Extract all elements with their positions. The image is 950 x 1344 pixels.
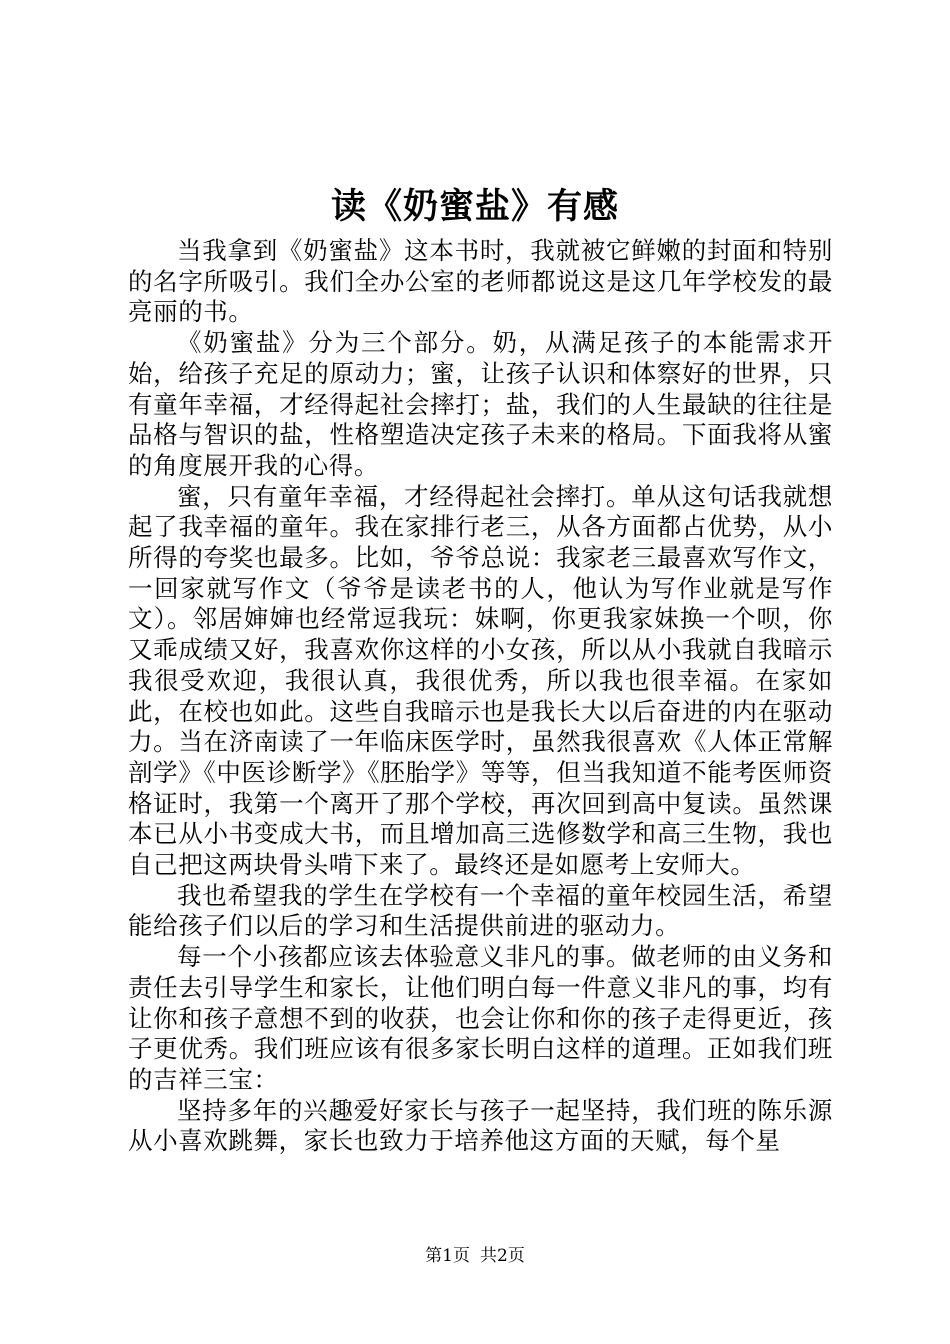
paragraph: 每一个小孩都应该去体验意义非凡的事。做老师的由义务和责任去引导学生和家长，让他们明白每一件意义非凡的事，均有让你和孩子意想不到的收获，也会让你和你的孩子走得更近，孩子更优秀。我们班应该有很多家长明白这样的道理。正如我们班的吉祥三宝： [128, 942, 833, 1094]
document-body [128, 236, 833, 1157]
page-total: 共2页 [480, 1246, 525, 1266]
page-number: 第1页 [425, 1246, 470, 1266]
page-footer [0, 1244, 950, 1268]
paragraph: 蜜，只有童年幸福，才经得起社会摔打。单从这句话我就想起了我幸福的童年。我在家排行老三，从各方面都占优势，从小所得的夸奖也最多。比如，爷爷总说：我家老三最喜欢写作文，一回家就写作文（爷爷是读老书的人，他认为写作业就是写作文）。邻居婶婶也经常逗我玩：妹啊，你更我家妹换一个呗，你又乖成绩又好，我喜欢你这样的小女孩，所以从小我就自我暗示我很受欢迎，我很认真，我很优秀，所以我也很幸福。在家如此，在校也如此。这些自我暗示也是我长大以后奋进的内在驱动力。当在济南读了一年临床医学时，虽然我很喜欢《人体正常解剖学》《中医诊断学》《胚胎学》等等，但当我知道不能考医师资格证时，我第一个离开了那个学校，再次回到高中复读。虽然课本已从小书变成大书，而且增加高三选修数学和高三生物，我也自己把这两块骨头啃下来了。最终还是如愿考上安师大。 [128, 481, 833, 880]
paragraph: 我也希望我的学生在学校有一个幸福的童年校园生活，希望能给孩子们以后的学习和生活提供前进的驱动力。 [128, 880, 833, 941]
paragraph: 坚持多年的兴趣爱好家长与孩子一起坚持，我们班的陈乐源从小喜欢跳舞，家长也致力于培养他这方面的天赋，每个星 [128, 1095, 833, 1156]
document-title: 读《奶蜜盐》有感 [330, 186, 619, 227]
paragraph: 当我拿到《奶蜜盐》这本书时，我就被它鲜嫩的封面和特别的名字所吸引。我们全办公室的老师都说这是这几年学校发的最亮丽的书。 [128, 236, 833, 327]
paragraph: 《奶蜜盐》分为三个部分。奶，从满足孩子的本能需求开始，给孩子充足的原动力；蜜，让孩子认识和体察好的世界，只有童年幸福，才经得起社会摔打；盐，我们的人生最缺的往往是品格与智识的盐，性格塑造决定孩子未来的格局。下面我将从蜜的角度展开我的心得。 [128, 328, 833, 480]
